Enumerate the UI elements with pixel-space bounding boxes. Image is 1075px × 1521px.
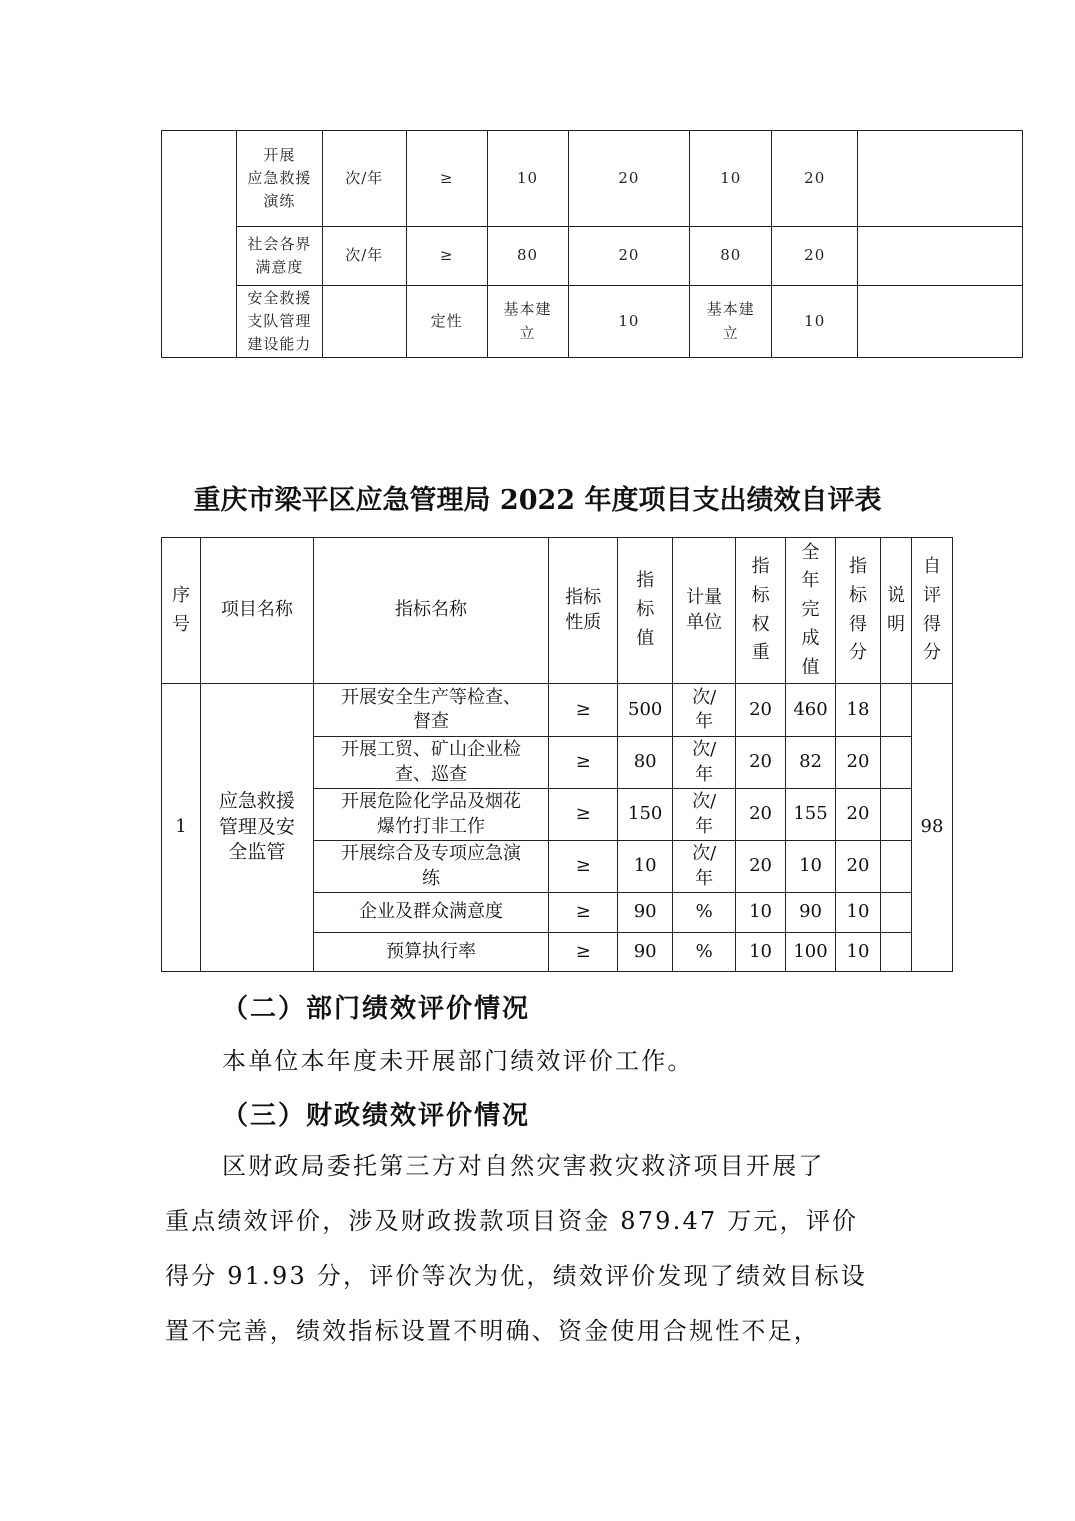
indicator-name-cell: 开展 应急救援 演练: [236, 131, 322, 227]
seq-cell: 1: [162, 684, 201, 972]
indicator-cell: 开展危险化学品及烟花 爆竹打非工作: [313, 789, 549, 841]
unit-cell: %: [673, 933, 736, 972]
weight-cell: 20: [736, 684, 786, 737]
header-self-score: 自 评 得 分: [911, 538, 952, 684]
indicator-name-cell: 安全救援 支队管理 建设能力: [236, 286, 322, 358]
actual-cell: 基本建 立: [690, 286, 772, 358]
score-cell: 10: [836, 893, 881, 933]
blank-merged-cell: [162, 131, 237, 358]
score-cell: 20: [836, 737, 881, 789]
score-cell: 10: [772, 286, 858, 358]
value-cell: 150: [618, 789, 673, 841]
nature-cell: ≥: [549, 893, 618, 933]
actual-cell: 80: [690, 227, 772, 286]
note-cell: [858, 286, 1023, 358]
continuation-table: [161, 130, 1023, 358]
indicator-cell: 企业及群众满意度: [313, 893, 549, 933]
score-cell: 20: [836, 789, 881, 841]
actual-cell: 82: [786, 737, 836, 789]
finance-text-line: 重点绩效评价，涉及财政拨款项目资金 879.47 万元，评价: [165, 1207, 859, 1235]
value-cell: 90: [618, 893, 673, 933]
value-cell: 10: [618, 841, 673, 893]
score-cell: 20: [836, 841, 881, 893]
header-indicator: 指标名称: [313, 538, 549, 684]
table-title: 重庆市梁平区应急管理局 2022 年度项目支出绩效自评表: [193, 485, 882, 516]
header-nature: 指标 性质: [549, 538, 618, 684]
indicator-cell: 预算执行率: [313, 933, 549, 972]
value-cell: 80: [618, 737, 673, 789]
note-cell: [880, 684, 911, 737]
unit-cell: 次/ 年: [673, 737, 736, 789]
indicator-name-cell: 社会各界 满意度: [236, 227, 322, 286]
unit-cell: 次/ 年: [673, 789, 736, 841]
weight-cell: 20: [736, 737, 786, 789]
note-cell: [858, 227, 1023, 286]
header-actual: 全 年 完 成 值: [786, 538, 836, 684]
indicator-cell: 开展安全生产等检查、 督查: [313, 684, 549, 737]
note-cell: [880, 933, 911, 972]
dept-evaluation-text: 本单位本年度未开展部门绩效评价工作。: [222, 1047, 694, 1075]
nature-cell: ≥: [549, 841, 618, 893]
note-cell: [880, 737, 911, 789]
unit-cell: [322, 286, 406, 358]
finance-text-line: 得分 91.93 分，评价等次为优，绩效评价发现了绩效目标设: [165, 1262, 867, 1290]
unit-cell: 次/ 年: [673, 841, 736, 893]
score-cell: 18: [836, 684, 881, 737]
note-cell: [880, 893, 911, 933]
unit-cell: %: [673, 893, 736, 933]
indicator-cell: 开展工贸、矿山企业检 查、巡查: [313, 737, 549, 789]
weight-cell: 10: [568, 286, 690, 358]
header-value: 指 标 值: [618, 538, 673, 684]
weight-cell: 10: [736, 893, 786, 933]
actual-cell: 10: [690, 131, 772, 227]
header-project: 项目名称: [200, 538, 313, 684]
weight-cell: 20: [568, 227, 690, 286]
value-cell: 90: [618, 933, 673, 972]
finance-text-line: 区财政局委托第三方对自然灾害救灾救济项目开展了: [222, 1152, 825, 1180]
unit-cell: 次/年: [322, 131, 406, 227]
nature-cell: ≥: [549, 737, 618, 789]
actual-cell: 90: [786, 893, 836, 933]
target-cell: 80: [487, 227, 568, 286]
actual-cell: 100: [786, 933, 836, 972]
dept-evaluation-heading: （二）部门绩效评价情况: [222, 994, 531, 1024]
score-cell: 20: [772, 227, 858, 286]
actual-cell: 155: [786, 789, 836, 841]
finance-evaluation-heading: （三）财政绩效评价情况: [222, 1101, 531, 1131]
operator-cell: ≥: [406, 131, 487, 227]
header-unit: 计量 单位: [673, 538, 736, 684]
header-note: 说 明: [880, 538, 911, 684]
project-name-cell: 应急救援 管理及安 全监管: [200, 684, 313, 972]
operator-cell: ≥: [406, 227, 487, 286]
unit-cell: 次/ 年: [673, 684, 736, 737]
target-cell: 基本建 立: [487, 286, 568, 358]
operator-cell: 定性: [406, 286, 487, 358]
finance-text-line: 置不完善，绩效指标设置不明确、资金使用合规性不足，: [165, 1317, 820, 1345]
score-cell: 10: [836, 933, 881, 972]
weight-cell: 20: [736, 841, 786, 893]
header-weight: 指 标 权 重: [736, 538, 786, 684]
weight-cell: 20: [736, 789, 786, 841]
weight-cell: 20: [568, 131, 690, 227]
value-cell: 500: [618, 684, 673, 737]
self-score-cell: 98: [911, 684, 952, 972]
note-cell: [880, 789, 911, 841]
score-cell: 20: [772, 131, 858, 227]
nature-cell: ≥: [549, 933, 618, 972]
target-cell: 10: [487, 131, 568, 227]
evaluation-table: [161, 537, 953, 972]
header-score: 指 标 得 分: [836, 538, 881, 684]
note-cell: [858, 131, 1023, 227]
actual-cell: 10: [786, 841, 836, 893]
actual-cell: 460: [786, 684, 836, 737]
weight-cell: 10: [736, 933, 786, 972]
nature-cell: ≥: [549, 789, 618, 841]
unit-cell: 次/年: [322, 227, 406, 286]
header-seq: 序 号: [162, 538, 201, 684]
nature-cell: ≥: [549, 684, 618, 737]
indicator-cell: 开展综合及专项应急演 练: [313, 841, 549, 893]
note-cell: [880, 841, 911, 893]
